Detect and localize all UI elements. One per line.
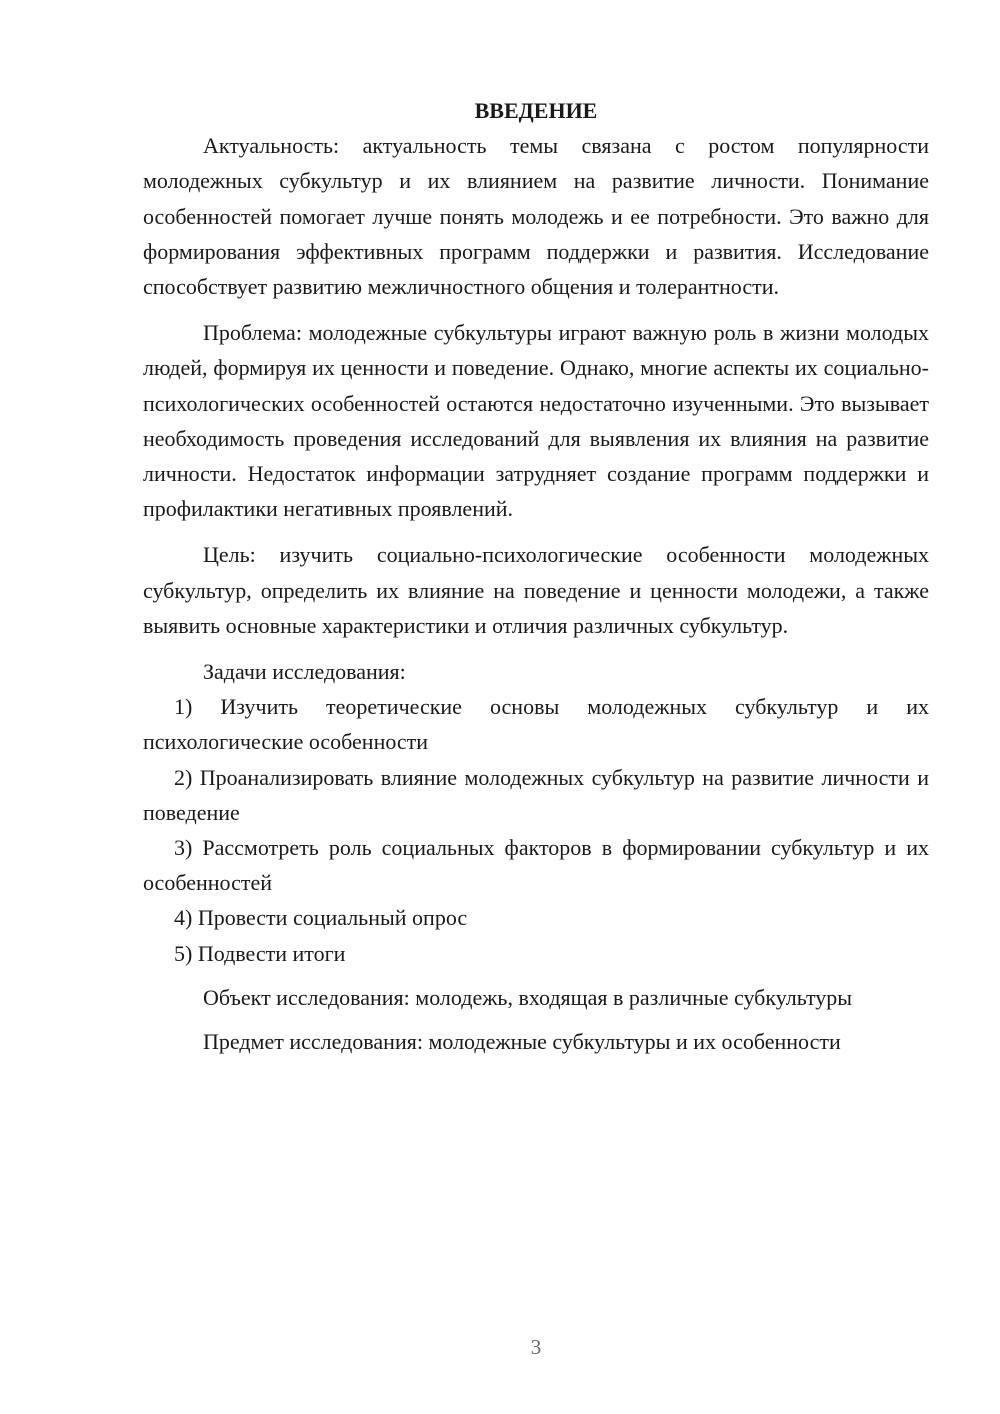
task-item-1: 1) Изучить теоретические основы молодежных субкультур и их психологические особенности: [143, 694, 929, 755]
page-content: [143, 93, 929, 1059]
page-number: 3: [530, 1335, 542, 1359]
task-item-2: 2) Проанализировать влияние молодежных субкультур на развитие личности и поведение: [143, 764, 929, 825]
task-item-3: 3) Рассмотреть роль социальных факторов в формировании субкультур и их особенностей: [143, 835, 929, 896]
problem-paragraph: Проблема: молодежные субкультуры играют важную роль в жизни молодых людей, формируя их ценности и поведение. Однако, многие аспекты их социально-психологических особенностей остаются недостаточно изученными. Это вызывает необходимость проведения исследований для выявления их влияния на развитие личности. Недостаток информации затрудняет создание программ поддержки и профилактики негативных проявлений.: [143, 320, 929, 522]
task-item-4: 4) Провести социальный опрос: [174, 905, 468, 931]
object-paragraph: Объект исследования: молодежь, входящая в различные субкультуры: [203, 984, 853, 1010]
task-item-5: 5) Подвести итоги: [174, 940, 346, 966]
tasks-heading: Задачи исследования:: [203, 659, 406, 685]
goal-paragraph: Цель: изучить социально-психологические особенности молодежных субкультур, определить их влияние на поведение и ценности молодежи, а также выявить основные характеристики и отличия различных субкультур.: [143, 542, 929, 638]
section-title: ВВЕДЕНИЕ: [474, 98, 598, 123]
relevance-paragraph: Актуальность: актуальность темы связана с ростом популярности молодежных субкультур и их влиянием на развитие личности. Понимание особенностей помогает лучше понять молодежь и ее потребности. Это важно для формирования эффективных программ поддержки и развития. Исследование способствует развитию межличностного общения и толерантности.: [143, 133, 929, 300]
subject-paragraph: Предмет исследования: молодежные субкультуры и их особенности: [203, 1029, 841, 1055]
